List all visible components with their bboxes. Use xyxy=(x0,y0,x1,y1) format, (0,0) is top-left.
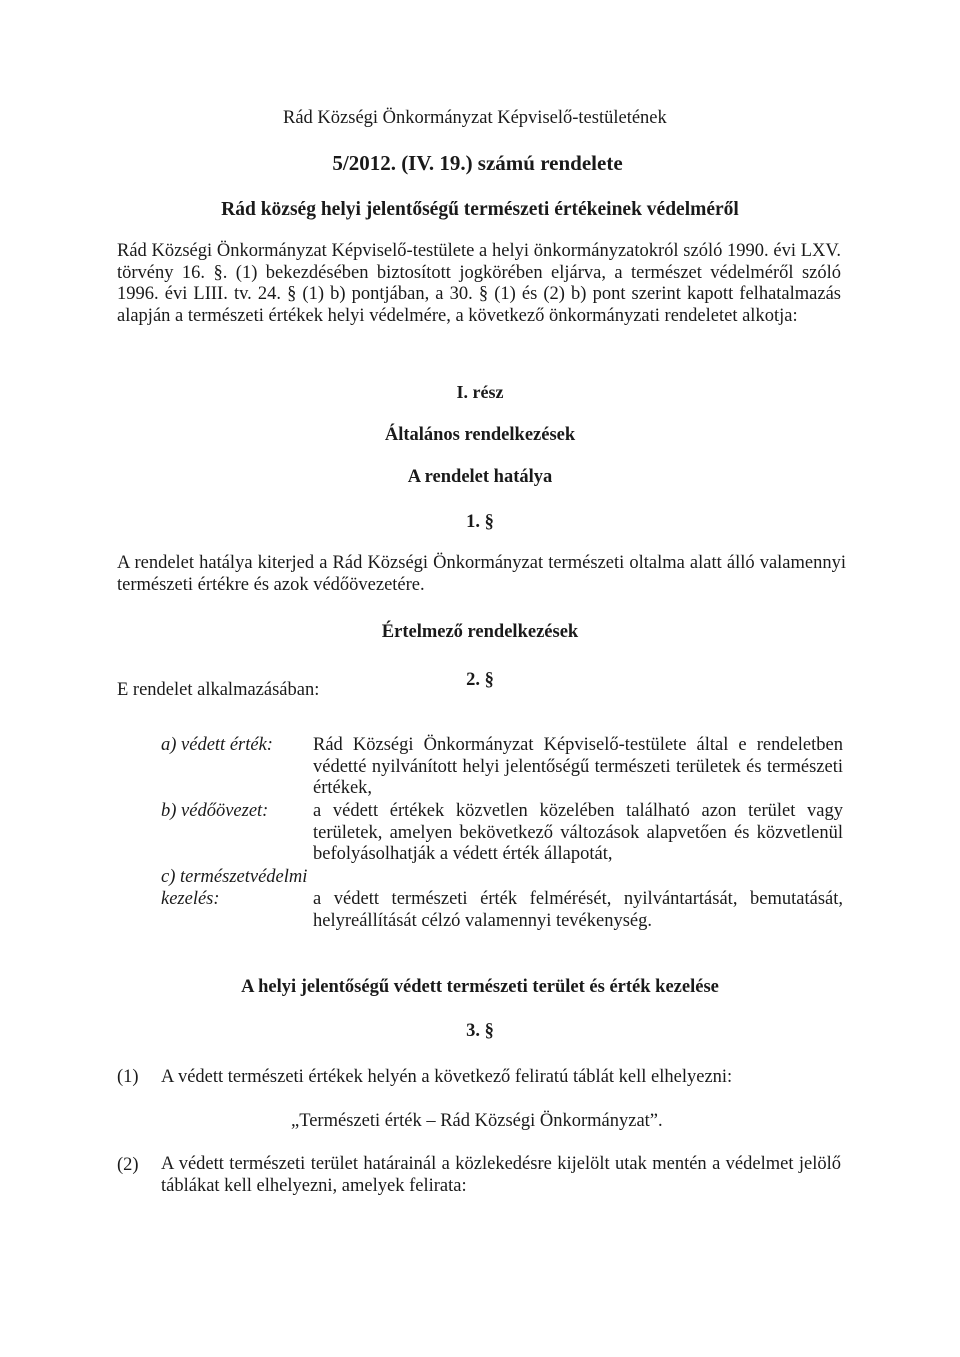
section-number-2: 2. § xyxy=(466,670,494,690)
sign-text: „Természeti érték – Rád Községi Önkormányzat”. xyxy=(291,1111,663,1131)
decree-number-text: 5/2012. (IV. 19.) számú rendelete xyxy=(332,151,623,175)
definition-text: a védett értékek közvetlen közelében található azon terület vagy területek, amelyen bekövetkező változások alapvetően és közvetlenül befolyásolhatják a védett érték állapotát, xyxy=(313,801,843,864)
preamble: Rád Községi Önkormányzat Képviselő-testülete a helyi önkormányzatokról szóló 1990. évi LXV. törvény 16. §. (1) bekezdésében biztosított jogkörében eljárva, a természet védelméről szóló 1996. évi LIII. tv. 24. § (1) b) pontjában, a 30. § (1) és (2) b) pont szerint kapott felhatalmazás alapján a természeti értékek helyi védelmére, a következő önkormányzati rendeletet alkotja: xyxy=(117,241,841,326)
definition-term: b) védőövezet: xyxy=(161,801,269,821)
part-label: I. rész xyxy=(456,382,504,402)
part-title: Általános rendelkezések xyxy=(384,425,576,445)
section-title-scope: A rendelet hatálya xyxy=(407,467,553,487)
section-number-1: 1. § xyxy=(466,512,494,532)
definition-term: c) természetvédelmi kezelés: xyxy=(161,867,308,909)
decree-number xyxy=(0,152,960,174)
paragraph-number: (1) xyxy=(117,1067,139,1087)
paragraph-2-text: A védett természeti terület határainál a közlekedésre kijelölt utak mentén a védelmet jelölő táblákat kell elhelyezni, amelyek felirata: xyxy=(161,1154,841,1196)
definition-text: a védett természeti érték felmérését, nyilvántartását, bemutatását, helyreállítását célzó valamennyi tevékenység. xyxy=(313,889,843,931)
scope-text: A rendelet hatálya kiterjed a Rád Községi Önkormányzat természeti oltalma alatt álló valamennyi természeti értékre és azok védőövezetére. xyxy=(117,553,846,595)
paragraph-number: (2) xyxy=(117,1155,139,1175)
definition-text: Rád Községi Önkormányzat Képviselő-testülete által e rendeletben védetté nyilvánított helyi jelentőségű természeti területek és természeti értékek, xyxy=(313,735,843,798)
definition-term: a) védett érték: xyxy=(161,735,273,755)
section-title-definitions: Értelmező rendelkezések xyxy=(381,622,579,642)
decree-title: Rád község helyi jelentőségű természeti értékeinek védelméről xyxy=(221,199,739,220)
definitions-intro: E rendelet alkalmazásában: xyxy=(117,680,320,700)
section-title-management: A helyi jelentőségű védett természeti terület és érték kezelése xyxy=(241,977,719,997)
paragraph-1-text: A védett természeti értékek helyén a következő feliratú táblát kell elhelyezni: xyxy=(161,1067,733,1087)
issuer-line: Rád Községi Önkormányzat Képviselő-testületének xyxy=(283,108,667,128)
section-number-3: 3. § xyxy=(466,1021,494,1041)
